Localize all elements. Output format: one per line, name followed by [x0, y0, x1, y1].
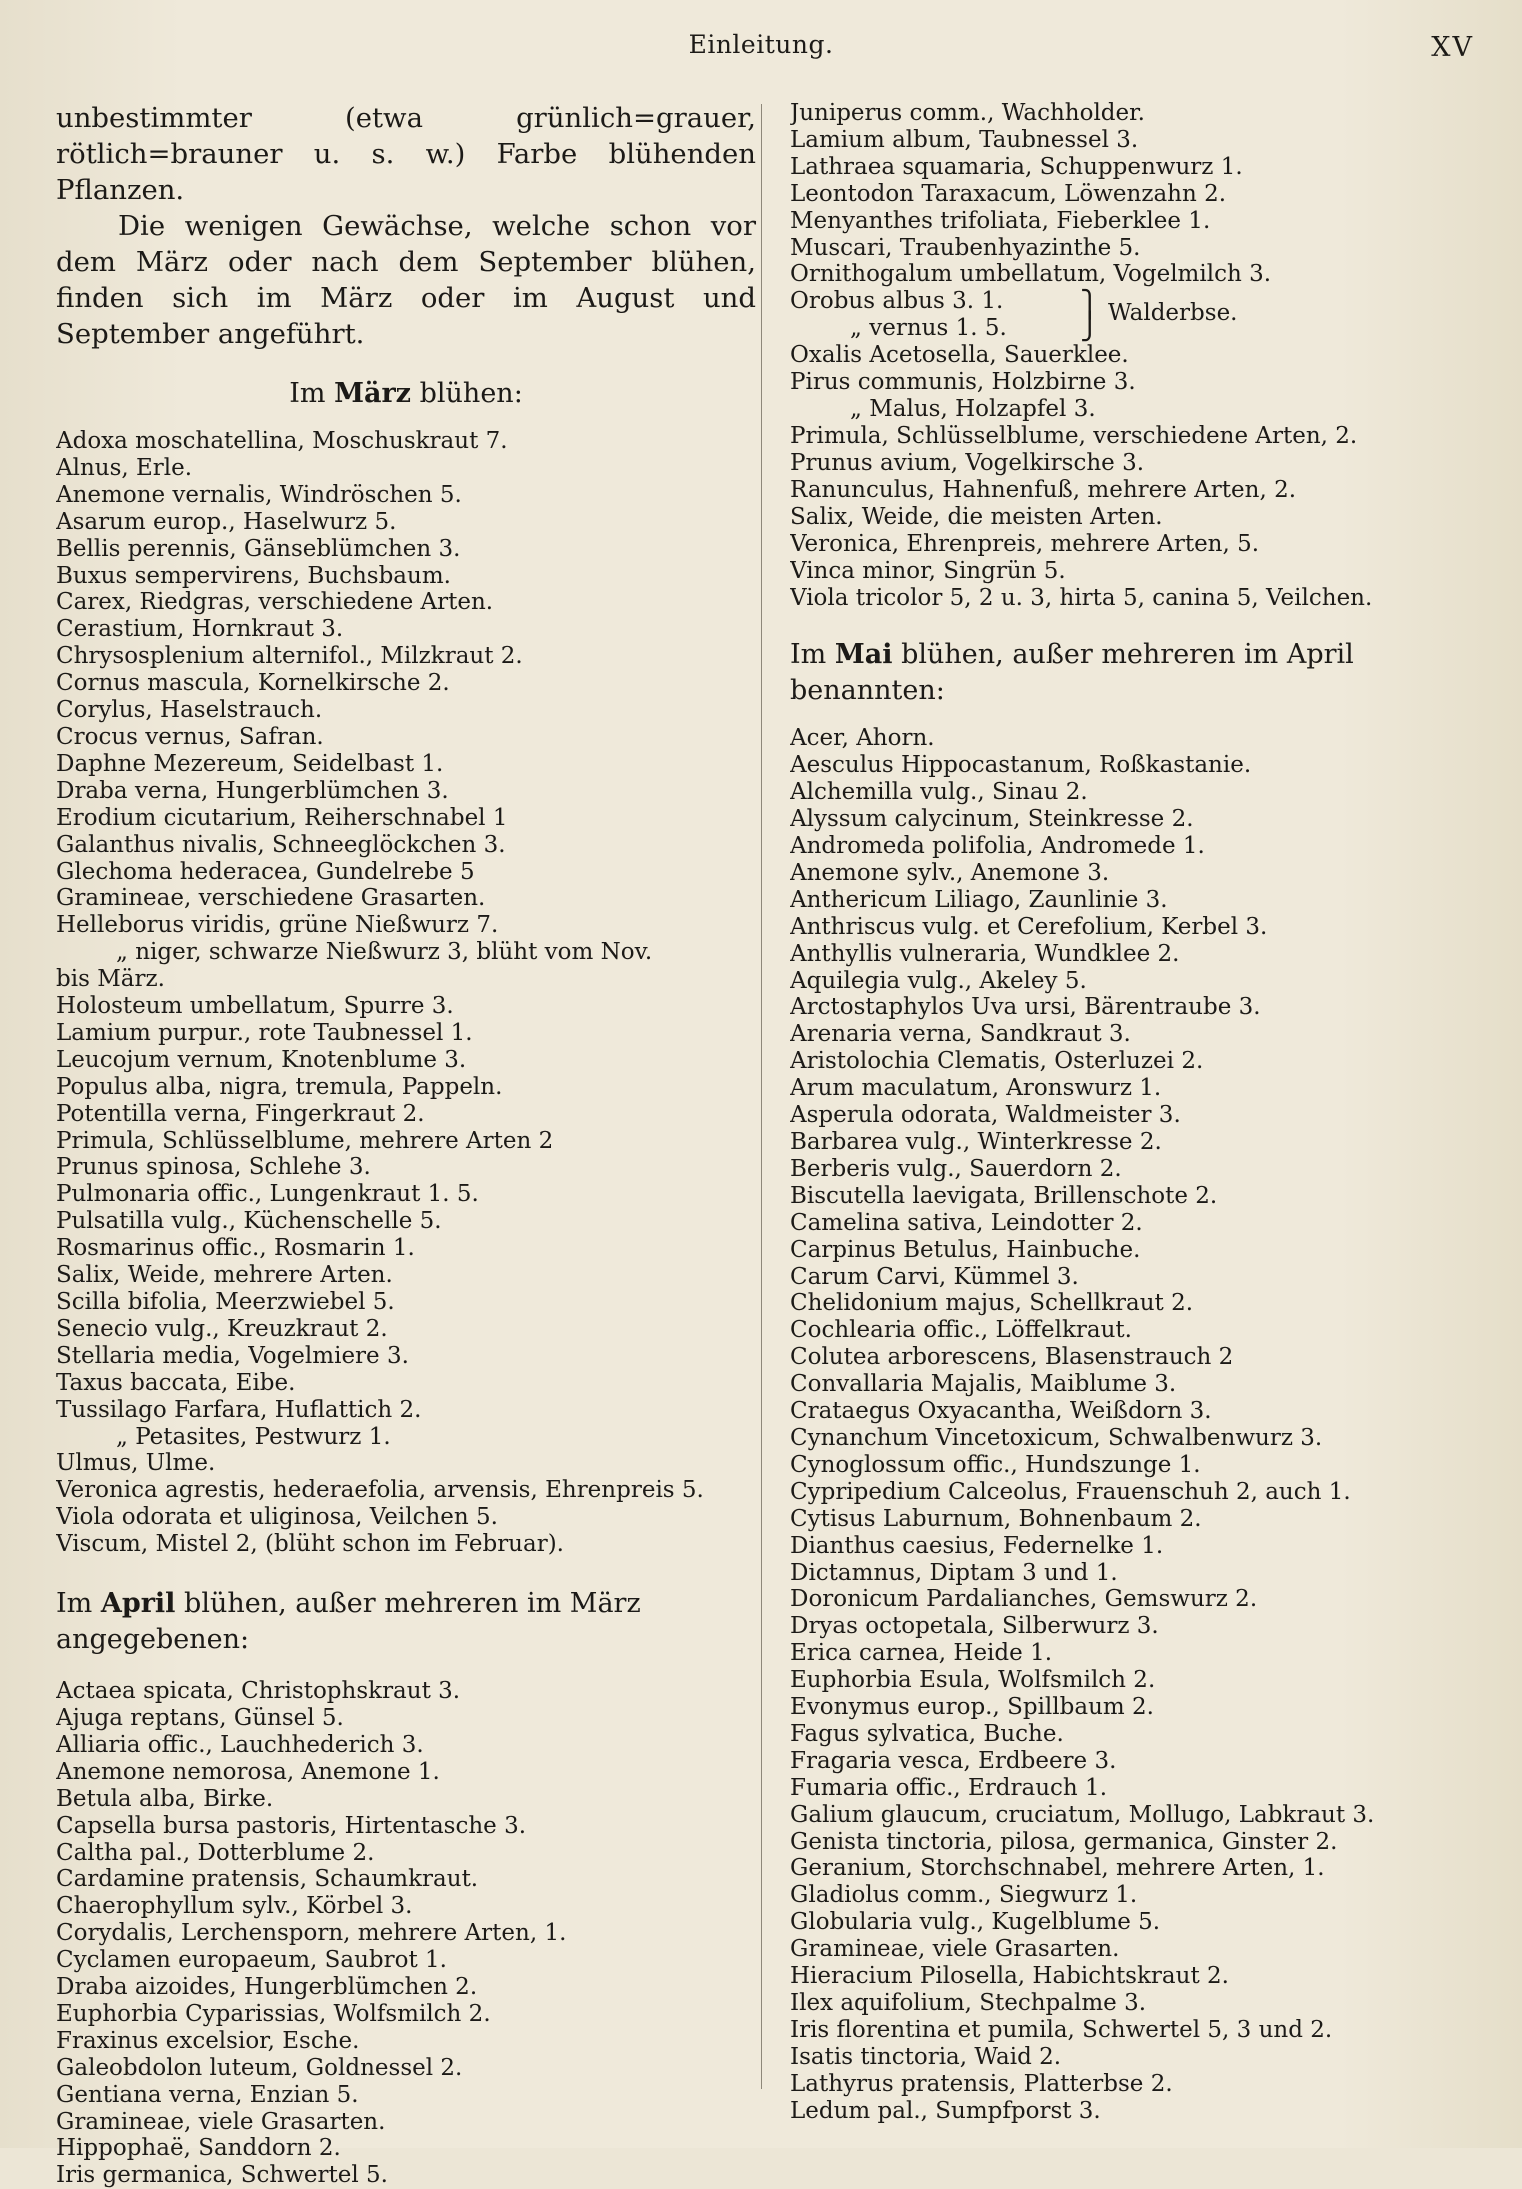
list-item: Potentilla verna, Fingerkraut 2.: [56, 1100, 425, 1127]
list-item: Camelina sativa, Leindotter 2.: [790, 1209, 1143, 1236]
brace-icon: ⎫ ⎭: [1080, 290, 1100, 343]
list-item: Holosteum umbellatum, Spurre 3.: [56, 993, 454, 1020]
list-item: Anthyllis vulneraria, Wundklee 2.: [790, 940, 1180, 967]
list-item: Gladiolus comm., Siegwurz 1.: [790, 1882, 1138, 1909]
list-item: Viola odorata et uliginosa, Veilchen 5.: [56, 1504, 498, 1531]
list-item: Cornus mascula, Kornelkirsche 2.: [56, 670, 450, 697]
list-item: Veronica, Ehrenpreis, mehrere Arten, 5.: [790, 530, 1260, 557]
list-item: Ajuga reptans, Günsel 5.: [56, 1704, 344, 1731]
may-list: [790, 725, 1490, 2124]
running-header: Einleitung.: [688, 30, 834, 59]
list-item: Viscum, Mistel 2, (blüht schon im Februar).: [56, 1531, 564, 1558]
left-column: [56, 100, 756, 2189]
list-item: Alnus, Erle.: [56, 454, 193, 481]
list-item: Iris florentina et pumila, Schwertel 5, 3 und 2.: [790, 2016, 1333, 2043]
list-item: Dianthus caesius, Federnelke 1.: [790, 1532, 1164, 1559]
list-item: Arctostaphylos Uva ursi, Bärentraube 3.: [790, 994, 1261, 1021]
list-item: Prunus avium, Vogelkirsche 3.: [790, 449, 1145, 476]
list-item: Crocus vernus, Safran.: [56, 723, 324, 750]
intro-paragraph-1: unbestimmter (etwa grünlich=grauer, rötlich=brauner u. s. w.) Farbe blühenden Pflanzen.: [56, 102, 756, 206]
list-item: Galeobdolon luteum, Goldnessel 2.: [56, 2054, 463, 2081]
list-item: Aquilegia vulg., Akeley 5.: [790, 967, 1087, 994]
list-item: Chrysosplenium alternifol., Milzkraut 2.: [56, 643, 523, 670]
april-heading-month: April: [100, 1588, 176, 1620]
list-item: Anthericum Liliago, Zaunlinie 3.: [790, 886, 1168, 913]
april-list-continued-2: [790, 342, 1490, 611]
list-item: Lathraea squamaria, Schuppenwurz 1.: [790, 153, 1243, 180]
list-item: Erica carnea, Heide 1.: [790, 1640, 1053, 1667]
list-item: Dictamnus, Diptam 3 und 1.: [790, 1559, 1118, 1586]
list-item: Cynanchum Vincetoxicum, Schwalbenwurz 3.: [790, 1424, 1323, 1451]
column-divider: [761, 104, 762, 2089]
list-item: Galium glaucum, cruciatum, Mollugo, Labkraut 3.: [790, 1801, 1375, 1828]
list-item: Biscutella laevigata, Brillenschote 2.: [790, 1182, 1218, 1209]
april-list: [56, 1678, 756, 2189]
list-item: Actaea spicata, Christophskraut 3.: [56, 1678, 461, 1705]
list-item: Cytisus Laburnum, Bohnenbaum 2.: [790, 1505, 1202, 1532]
page-number: XV: [1431, 32, 1474, 63]
list-item: Draba aizoides, Hungerblümchen 2.: [56, 1974, 478, 2001]
list-item: Gramineae, viele Grasarten.: [56, 2108, 386, 2135]
list-item: Alchemilla vulg., Sinau 2.: [790, 779, 1088, 806]
list-item: „ Petasites, Pestwurz 1.: [116, 1423, 391, 1450]
list-item: Arenaria verna, Sandkraut 3.: [790, 1021, 1131, 1048]
list-item: Salix, Weide, mehrere Arten.: [56, 1262, 393, 1289]
list-item: Pulsatilla vulg., Küchenschelle 5.: [56, 1208, 442, 1235]
list-item: Anemone vernalis, Windröschen 5.: [56, 481, 462, 508]
list-item: Arum maculatum, Aronswurz 1.: [790, 1075, 1162, 1102]
list-item: Anemone sylv., Anemone 3.: [790, 859, 1110, 886]
list-item: Salix, Weide, die meisten Arten.: [790, 503, 1163, 530]
list-item: Caltha pal., Dotterblume 2.: [56, 1839, 375, 1866]
orobus-line-2: „ vernus 1. 5.: [850, 315, 1007, 342]
list-item: Erodium cicutarium, Reiherschnabel 1: [56, 804, 508, 831]
list-item: Oxalis Acetosella, Sauerklee.: [790, 342, 1129, 369]
may-heading-month: Mai: [834, 639, 893, 671]
list-item: Primula, Schlüsselblume, mehrere Arten 2: [56, 1127, 554, 1154]
list-item: Barbarea vulg., Winterkresse 2.: [790, 1129, 1162, 1155]
list-item: Ranunculus, Hahnenfuß, mehrere Arten, 2.: [790, 476, 1297, 503]
list-item: Populus alba, nigra, tremula, Pappeln.: [56, 1073, 503, 1100]
list-item: Ornithogalum umbellatum, Vogelmilch 3.: [790, 261, 1272, 288]
list-item: Chaerophyllum sylv., Körbel 3.: [56, 1893, 413, 1920]
orobus-line-1: Orobus albus 3. 1.: [790, 288, 1004, 315]
list-item: Doronicum Pardalianches, Gemswurz 2.: [790, 1586, 1258, 1613]
list-item: Helleborus viridis, grüne Nießwurz 7.: [56, 912, 499, 939]
list-item: Cochlearia offic., Löffelkraut.: [790, 1317, 1132, 1344]
march-heading: Im März blühen:: [289, 378, 523, 409]
list-item: Aesculus Hippocastanum, Roßkastanie.: [790, 752, 1252, 779]
list-item: Ilex aquifolium, Stechpalme 3.: [790, 1990, 1147, 2016]
list-item: Aristolochia Clematis, Osterluzei 2.: [790, 1048, 1204, 1075]
list-item: Lamium album, Taubnessel 3.: [790, 126, 1139, 153]
march-heading-month: März: [334, 378, 412, 409]
list-item: Scilla bifolia, Meerzwiebel 5.: [56, 1289, 395, 1315]
list-item: Fragaria vesca, Erdbeere 3.: [790, 1747, 1117, 1774]
list-item: Cyclamen europaeum, Saubrot 1.: [56, 1947, 447, 1974]
list-item: Primula, Schlüsselblume, verschiedene Arten, 2.: [790, 423, 1358, 450]
list-item: Carex, Riedgras, verschiedene Arten.: [56, 589, 494, 616]
list-item: Anemone nemorosa, Anemone 1.: [56, 1758, 440, 1785]
list-item: Leontodon Taraxacum, Löwenzahn 2.: [790, 180, 1227, 207]
list-item: Lathyrus pratensis, Platterbse 2.: [790, 2070, 1173, 2097]
list-item: Daphne Mezereum, Seidelbast 1.: [56, 750, 444, 777]
list-item: Globularia vulg., Kugelblume 5.: [790, 1909, 1161, 1936]
list-item: Evonymus europ., Spillbaum 2.: [790, 1694, 1154, 1721]
list-item: Anthriscus vulg. et Cerefolium, Kerbel 3.: [790, 913, 1268, 940]
list-item: Geranium, Storchschnabel, mehrere Arten, 1.: [790, 1855, 1325, 1882]
list-item: Adoxa moschatellina, Moschuskraut 7.: [56, 428, 508, 454]
list-item: Leucojum vernum, Knotenblume 3.: [56, 1046, 467, 1073]
list-item: Taxus baccata, Eibe.: [56, 1369, 296, 1396]
list-item: Gentiana verna, Enzian 5.: [56, 2081, 359, 2108]
list-item: Carum Carvi, Kümmel 3.: [790, 1263, 1079, 1290]
list-item: Gramineae, viele Grasarten.: [790, 1936, 1120, 1963]
april-list-continued: [790, 100, 1490, 288]
list-item: Juniperus comm., Wachholder.: [790, 100, 1145, 126]
list-item: Stellaria media, Vogelmiere 3.: [56, 1342, 409, 1369]
list-item: Corylus, Haselstrauch.: [56, 697, 323, 724]
list-item: Convallaria Majalis, Maiblume 3.: [790, 1371, 1177, 1398]
list-item: Ulmus, Ulme.: [56, 1450, 216, 1477]
list-item: Fagus sylvatica, Buche.: [790, 1720, 1064, 1747]
list-item: Galanthus nivalis, Schneeglöckchen 3.: [56, 831, 506, 858]
list-item: Cypripedium Calceolus, Frauenschuh 2, auch 1.: [790, 1478, 1351, 1505]
list-item: Dryas octopetala, Silberwurz 3.: [790, 1613, 1159, 1640]
list-item: Fraxinus excelsior, Esche.: [56, 2027, 360, 2054]
list-item: Menyanthes trifoliata, Fieberklee 1.: [790, 207, 1211, 234]
intro-text: [56, 100, 756, 352]
list-item: Tussilago Farfara, Huflattich 2.: [56, 1396, 422, 1423]
list-item: Veronica agrestis, hederaefolia, arvensis, Ehrenpreis 5.: [56, 1477, 704, 1504]
right-column: [790, 100, 1490, 2125]
list-item: Betula alba, Birke.: [56, 1785, 274, 1812]
list-item: Alliaria offic., Lauchhederich 3.: [56, 1731, 424, 1758]
list-item: Isatis tinctoria, Waid 2.: [790, 2043, 1062, 2070]
list-item: Corydalis, Lerchensporn, mehrere Arten, 1.: [56, 1920, 567, 1947]
list-item: Draba verna, Hungerblümchen 3.: [56, 777, 449, 804]
list-item: Rosmarinus offic., Rosmarin 1.: [56, 1235, 415, 1262]
may-heading: Im Mai blühen, außer mehreren im April benannten:: [790, 639, 1354, 707]
list-item: Hippophaë, Sanddorn 2.: [56, 2135, 341, 2162]
list-item: Pulmonaria offic., Lungenkraut 1. 5.: [56, 1181, 479, 1208]
list-item: Hieracium Pilosella, Habichtskraut 2.: [790, 1963, 1229, 1990]
list-item: Crataegus Oxyacantha, Weißdorn 3.: [790, 1398, 1212, 1425]
list-item: Pirus communis, Holzbirne 3.: [790, 369, 1136, 396]
list-item: Alyssum calycinum, Steinkresse 2.: [790, 806, 1194, 833]
list-item: bis März.: [56, 966, 165, 993]
list-item: Colutea arborescens, Blasenstrauch 2: [790, 1344, 1234, 1371]
intro-paragraph-2: Die wenigen Gewächse, welche schon vor dem März oder nach dem September blühen, finden sich im März oder im August und September angeführt.: [56, 210, 756, 350]
april-heading: Im April blühen, außer mehreren im März angegebenen:: [56, 1588, 641, 1656]
list-item: Cynoglossum offic., Hundszunge 1.: [790, 1451, 1201, 1478]
list-item: Chelidonium majus, Schellkraut 2.: [790, 1290, 1194, 1317]
list-item: Lamium purpur., rote Taubnessel 1.: [56, 1019, 473, 1046]
list-item: Carpinus Betulus, Hainbuche.: [790, 1236, 1141, 1263]
orobus-common-name: Walderbse.: [1108, 300, 1238, 327]
list-item: Cardamine pratensis, Schaumkraut.: [56, 1866, 479, 1893]
list-item: „ niger, schwarze Nießwurz 3, blüht vom Nov.: [116, 939, 653, 966]
list-item: Vinca minor, Singrün 5.: [790, 557, 1066, 584]
list-item: „ Malus, Holzapfel 3.: [850, 396, 1096, 423]
list-item: Buxus sempervirens, Buchsbaum.: [56, 562, 451, 589]
orobus-entry: [790, 288, 1490, 342]
list-item: Capsella bursa pastoris, Hirtentasche 3.: [56, 1812, 527, 1839]
list-item: Cerastium, Hornkraut 3.: [56, 616, 344, 643]
list-item: Gramineae, verschiedene Grasarten.: [56, 885, 486, 912]
list-item: Berberis vulg., Sauerdorn 2.: [790, 1155, 1122, 1182]
list-item: Senecio vulg., Kreuzkraut 2.: [56, 1315, 388, 1342]
list-item: Bellis perennis, Gänseblümchen 3.: [56, 535, 461, 562]
list-item: Asarum europ., Haselwurz 5.: [56, 508, 397, 535]
list-item: Iris germanica, Schwertel 5.: [56, 2162, 388, 2189]
list-item: Genista tinctoria, pilosa, germanica, Ginster 2.: [790, 1828, 1338, 1855]
march-list: [56, 428, 756, 1558]
list-item: Prunus spinosa, Schlehe 3.: [56, 1154, 371, 1181]
list-item: Asperula odorata, Waldmeister 3.: [790, 1102, 1181, 1129]
list-item: Euphorbia Cyparissias, Wolfsmilch 2.: [56, 2000, 491, 2027]
list-item: Muscari, Traubenhyazinthe 5.: [790, 234, 1141, 261]
list-item: Viola tricolor 5, 2 u. 3, hirta 5, canina 5, Veilchen.: [790, 584, 1373, 611]
list-item: Andromeda polifolia, Andromede 1.: [790, 833, 1205, 860]
list-item: Fumaria offic., Erdrauch 1.: [790, 1774, 1108, 1801]
list-item: Euphorbia Esula, Wolfsmilch 2.: [790, 1667, 1156, 1694]
list-item: Ledum pal., Sumpfporst 3.: [790, 2097, 1101, 2124]
list-item: Glechoma hederacea, Gundelrebe 5: [56, 858, 475, 885]
list-item: Acer, Ahorn.: [790, 725, 935, 752]
